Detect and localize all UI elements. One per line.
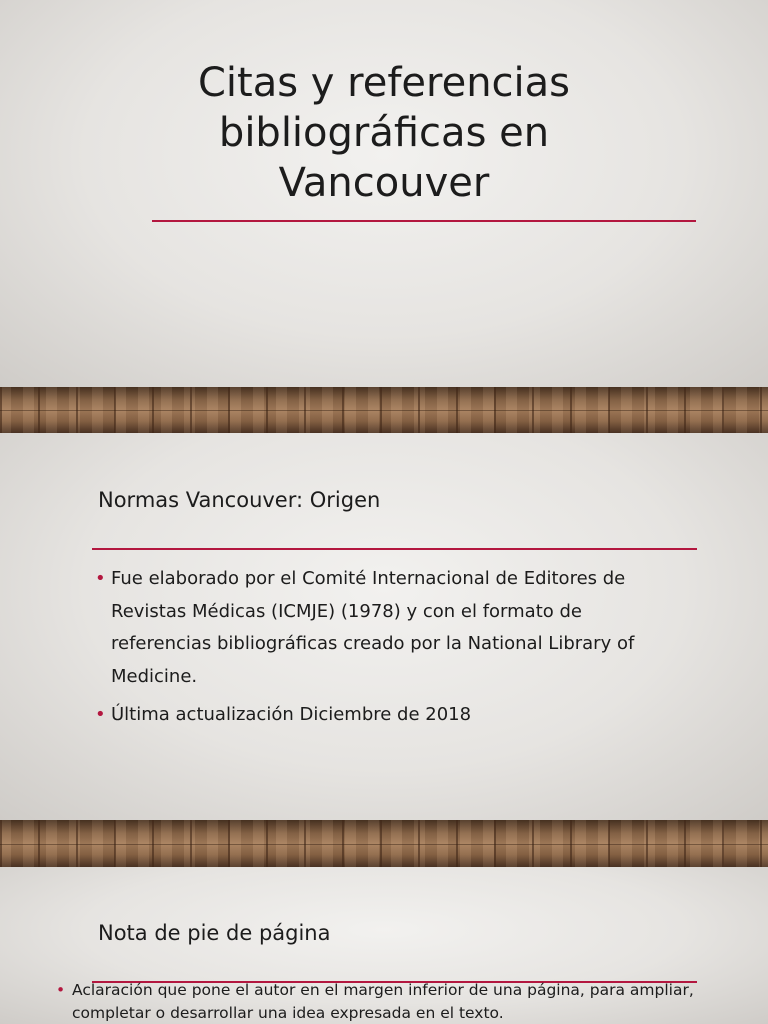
slide-heading: Nota de pie de página [98,921,331,945]
wood-floor-divider [0,387,768,433]
bullet-list [58,979,718,1024]
heading-divider [92,548,697,550]
wood-floor-divider [0,820,768,867]
slide-heading: Normas Vancouver: Origen [98,488,381,512]
title-line-2: bibliográficas en [218,110,550,156]
bullet-item: • Aclaración que pone el autor en el margen inferior de una página, para ampliar, completar o desarrollar una idea expresada en el texto. [58,979,718,1024]
slide-1 [0,0,768,387]
slide-title [0,58,768,208]
bullet-item: • Fue elaborado por el Comité Internacional de Editores de Revistas Médicas (ICMJE) (1978) y con el formato de referencias bibliográficas creado por la National Library of Medicine. [97,563,657,693]
bullet-list [97,563,657,738]
title-line-1: Citas y referencias [197,60,571,106]
title-divider [152,220,696,222]
bullet-item: • Última actualización Diciembre de 2018 [97,699,657,732]
slide-2 [0,433,768,820]
slide-3 [0,867,768,1024]
title-line-3: Vancouver [278,160,490,206]
